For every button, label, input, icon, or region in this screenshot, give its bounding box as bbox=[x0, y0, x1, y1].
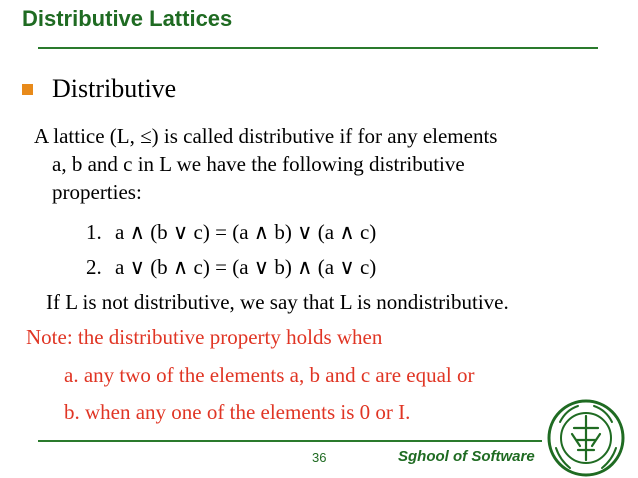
property-item bbox=[86, 220, 376, 245]
university-seal-logo bbox=[546, 398, 626, 478]
body-line: properties: bbox=[52, 180, 142, 204]
property-text: a ∨ (b ∧ c) = (a ∨ b) ∧ (a ∨ c) bbox=[115, 255, 377, 279]
property-number: 2. bbox=[86, 255, 102, 279]
note-item: b. when any one of the elements is 0 or I. bbox=[64, 400, 411, 424]
nondistributive-text: If L is not distributive, we say that L is nondistributive. bbox=[46, 290, 509, 314]
bullet-text: Distributive bbox=[52, 74, 177, 103]
note-item: a. any two of the elements a, b and c are equal or bbox=[64, 363, 475, 387]
square-bullet-icon bbox=[22, 84, 33, 95]
body-line: a, b and c in L we have the following distributive bbox=[52, 152, 465, 176]
title-divider bbox=[38, 47, 598, 49]
property-number: 1. bbox=[86, 220, 102, 244]
footer-text: Sghool of Software bbox=[398, 448, 535, 465]
slide-title: Distributive Lattices bbox=[22, 6, 233, 31]
body-line: A lattice (L, ≤) is called distributive if for any elements bbox=[34, 124, 498, 148]
property-text: a ∧ (b ∨ c) = (a ∧ b) ∨ (a ∧ c) bbox=[115, 220, 377, 244]
property-item bbox=[86, 255, 376, 280]
note-heading: Note: the distributive property holds when bbox=[26, 325, 383, 349]
footer-divider bbox=[38, 440, 542, 442]
page-number: 36 bbox=[312, 450, 327, 465]
